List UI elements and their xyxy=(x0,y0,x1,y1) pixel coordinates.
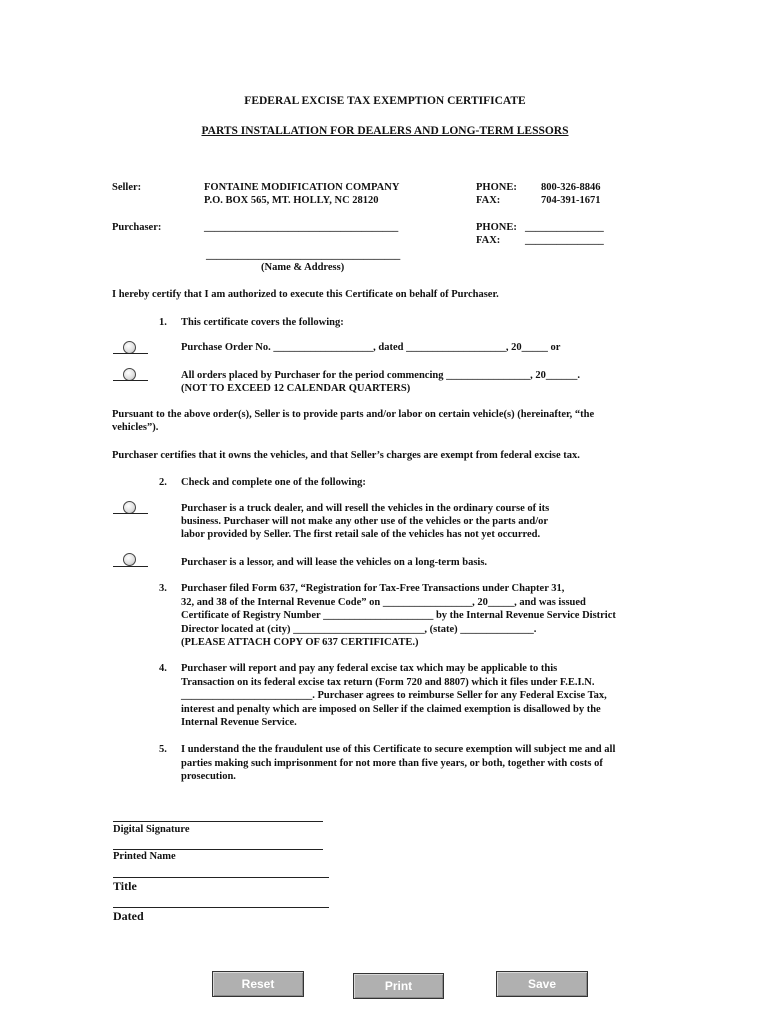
purchaser-label: Purchaser: xyxy=(112,222,162,233)
section-3-line5: (PLEASE ATTACH COPY OF 637 CERTIFICATE.) xyxy=(181,637,419,648)
dated-label: Dated xyxy=(113,909,144,923)
digital-signature-label: Digital Signature xyxy=(113,824,190,835)
pursuant-text-line1: Pursuant to the above order(s), Seller is to provide parts and/or labor on certain vehicle(s) (hereinafter, “the xyxy=(112,409,595,420)
printed-name-label: Printed Name xyxy=(113,851,176,862)
section-3-line3: Certificate of Registry Number _____________________ by the Internal Revenue Service District xyxy=(181,610,616,621)
section-4-line3: _________________________. Purchaser agrees to reimburse Seller for any Federal Excise Tax, xyxy=(181,690,607,701)
section-4-line2: Transaction on its federal excise tax return (Form 720 and 8807) which it files under F.E.I.N. xyxy=(181,677,595,688)
period-orders-option: All orders placed by Purchaser for the period commencing ________________, 20______. xyxy=(181,370,580,381)
truck-dealer-line1: Purchaser is a truck dealer, and will resell the vehicles in the ordinary course of its xyxy=(181,503,550,514)
seller-company: FONTAINE MODIFICATION COMPANY xyxy=(204,182,400,193)
truck-dealer-line2: business. Purchaser will not make any other use of the vehicles or the parts and/or xyxy=(181,516,549,527)
section-4-number: 4. xyxy=(159,663,167,674)
truck-dealer-radio-underline xyxy=(113,513,148,514)
certify-text: I hereby certify that I am authorized to execute this Certificate on behalf of Purchaser. xyxy=(112,289,499,300)
section-2-heading: Check and complete one of the following: xyxy=(181,477,366,488)
period-orders-radio-underline xyxy=(113,380,148,381)
purchaser-name-field[interactable]: _____________________________________ xyxy=(204,222,399,233)
reset-button[interactable]: Reset xyxy=(212,971,304,997)
section-3-line4: Director located at (city) _________________________, (state) ______________. xyxy=(181,624,537,635)
seller-fax: 704-391-1671 xyxy=(541,195,601,206)
print-button[interactable]: Print xyxy=(353,973,444,999)
digital-signature-field[interactable] xyxy=(113,821,323,822)
seller-address: P.O. BOX 565, MT. HOLLY, NC 28120 xyxy=(204,195,379,206)
save-button[interactable]: Save xyxy=(496,971,588,997)
section-5-line1: I understand the the fraudulent use of this Certificate to secure exemption will subject me and all xyxy=(181,744,616,755)
section-5-line2: parties making such imprisonment for not more than five years, or both, together with costs of xyxy=(181,758,603,769)
purchaser-fax-field[interactable]: _______________ xyxy=(525,235,604,246)
section-4-line5: Internal Revenue Service. xyxy=(181,717,297,728)
dated-field[interactable] xyxy=(113,907,329,908)
section-5-line3: prosecution. xyxy=(181,771,236,782)
form-subtitle: PARTS INSTALLATION FOR DEALERS AND LONG-TERM LESSORS xyxy=(201,125,569,137)
section-5-number: 5. xyxy=(159,744,167,755)
pursuant-text-line2: vehicles”). xyxy=(112,422,159,433)
title-field[interactable] xyxy=(113,877,329,878)
lessor-radio-underline xyxy=(113,566,148,567)
purchaser-address-field[interactable]: _____________________________________ xyxy=(206,250,401,261)
purchaser-phone-field[interactable]: _______________ xyxy=(525,222,604,233)
title-label: Title xyxy=(113,879,137,893)
printed-name-field[interactable] xyxy=(113,849,323,850)
lessor-radio[interactable] xyxy=(123,553,136,566)
seller-phone-label: PHONE: xyxy=(476,182,517,193)
seller-phone: 800-326-8846 xyxy=(541,182,601,193)
section-4-line1: Purchaser will report and pay any federal excise tax which may be applicable to this xyxy=(181,663,558,674)
truck-dealer-line3: labor provided by Seller. The first retail sale of the vehicles has not yet occurred. xyxy=(181,529,541,540)
purchaser-certifies-text: Purchaser certifies that it owns the vehicles, and that Seller’s charges are exempt from federal excise tax. xyxy=(112,450,580,461)
form-title: FEDERAL EXCISE TAX EXEMPTION CERTIFICATE xyxy=(244,95,526,107)
purchase-order-option: Purchase Order No. ___________________, dated ___________________, 20_____ or xyxy=(181,342,561,353)
section-4-line4: interest and penalty which are imposed on Seller if the claimed exemption is disallowed by the xyxy=(181,704,601,715)
seller-label: Seller: xyxy=(112,182,142,193)
section-3-number: 3. xyxy=(159,583,167,594)
section-1-number: 1. xyxy=(159,317,167,328)
section-1-heading: This certificate covers the following: xyxy=(181,317,344,328)
seller-fax-label: FAX: xyxy=(476,195,501,206)
purchase-order-radio-underline xyxy=(113,353,148,354)
section-3-line1: Purchaser filed Form 637, “Registration for Tax-Free Transactions under Chapter 31, xyxy=(181,583,565,594)
name-address-caption: (Name & Address) xyxy=(261,262,345,273)
purchaser-phone-label: PHONE: xyxy=(476,222,517,233)
period-limit-note: (NOT TO EXCEED 12 CALENDAR QUARTERS) xyxy=(181,383,411,394)
lessor-option: Purchaser is a lessor, and will lease the vehicles on a long-term basis. xyxy=(181,557,488,568)
section-3-line2: 32, and 38 of the Internal Revenue Code” on _________________, 20_____, and was issued xyxy=(181,597,586,608)
section-2-number: 2. xyxy=(159,477,167,488)
purchaser-fax-label: FAX: xyxy=(476,235,501,246)
